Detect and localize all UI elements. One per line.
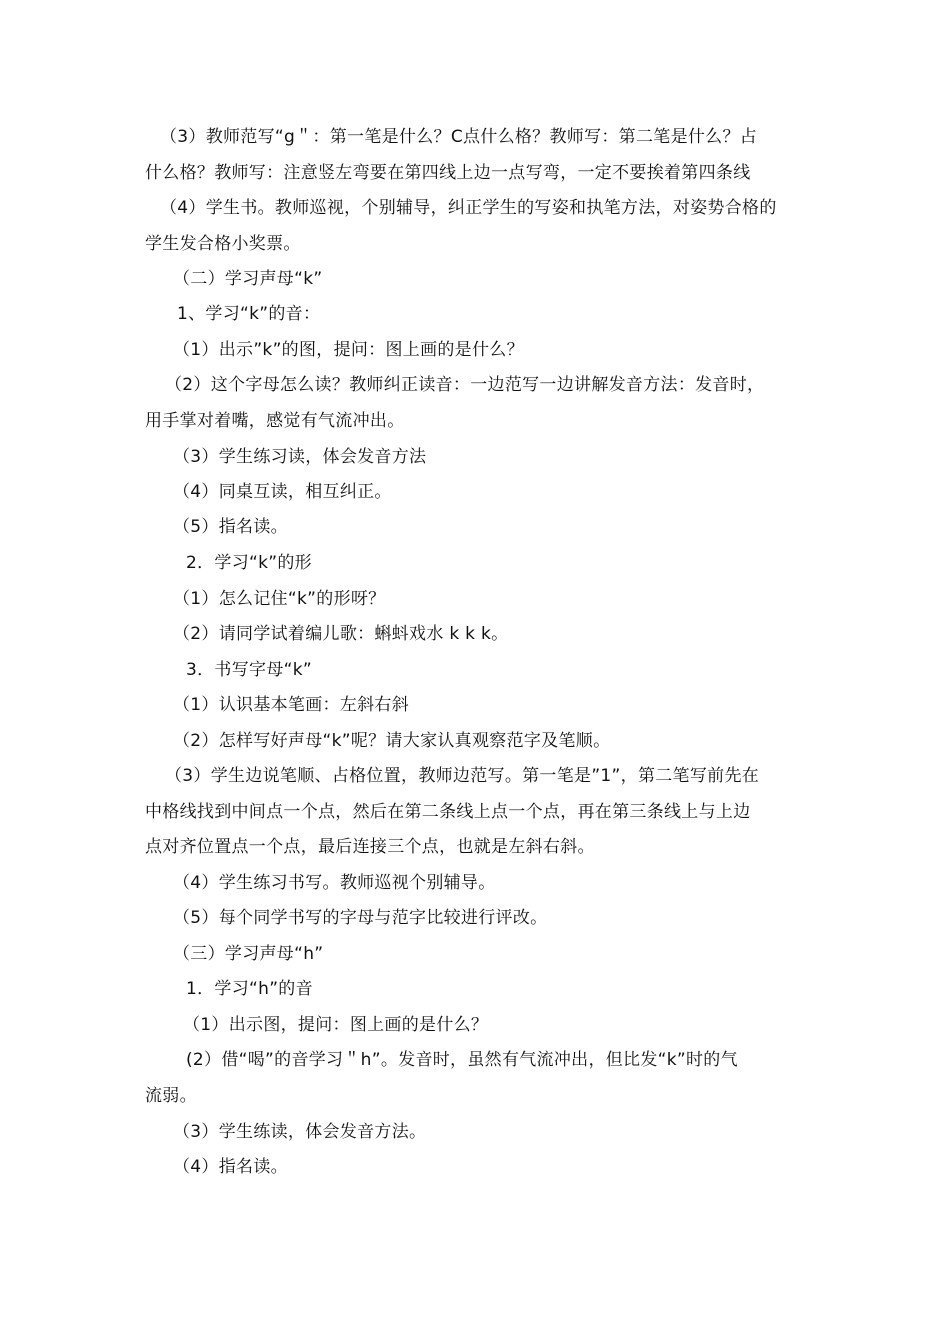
paragraph-line: （1）怎么记住“k”的形呀？ [173, 589, 386, 609]
paragraph-line: （2）请同学试着编儿歌：蝌蚪戏水 k k k。 [173, 624, 509, 644]
paragraph-line: （3）学生练读，体会发音方法。 [173, 1122, 427, 1142]
paragraph-line: 什么格？教师写：注意竖左弯要在第四线上边一点写弯，一定不要挨着第四条线 [145, 163, 751, 183]
subsection-heading: 3．书写字母“k” [186, 660, 312, 680]
paragraph-line: （3）学生练习读，体会发音方法 [173, 447, 427, 467]
paragraph-line: （5）每个同学书写的字母与范字比较进行评改。 [173, 908, 548, 928]
section-heading: （三）学习声母“h” [173, 944, 324, 964]
paragraph-line: 学生发合格小奖票。 [145, 234, 301, 254]
paragraph-line: （1）出示”k”的图，提问：图上画的是什么？ [173, 340, 524, 360]
paragraph-line: (2）借“喝”的音学习＂h”。发音时，虽然有气流冲出，但比发“k”时的气 [186, 1050, 738, 1070]
paragraph-line: 点对齐位置点一个点，最后连接三个点，也就是左斜右斜。 [145, 837, 595, 857]
paragraph-line: 流弱。 [145, 1086, 197, 1106]
subsection-heading: 1、学习“k”的音： [177, 304, 321, 324]
paragraph-line: （2）怎样写好声母“k”呢？请大家认真观察范字及笔顺。 [173, 731, 611, 751]
paragraph-line: （4）指名读。 [173, 1157, 288, 1177]
paragraph-line: （4）学生书。教师巡视，个别辅导，纠正学生的写姿和执笔方法，对姿势合格的 [160, 198, 777, 218]
paragraph-line: （1）认识基本笔画：左斜右斜 [173, 695, 410, 715]
paragraph-line: （3）教师范写“g＂：第一笔是什么？C点什么格？教师写：第二笔是什么？占 [160, 127, 758, 147]
paragraph-line: （2）这个字母怎么读？教师纠正读音：一边范写一边讲解发音方法：发音时， [165, 375, 765, 395]
subsection-heading: 1．学习“h”的音 [186, 979, 313, 999]
paragraph-line: （4）同桌互读，相互纠正。 [173, 482, 392, 502]
paragraph-line: （1）出示图，提问：图上画的是什么？ [183, 1015, 489, 1035]
paragraph-line: （3）学生边说笔顺、占格位置，教师边范写。第一笔是”1”，第二笔写前先在 [165, 766, 760, 786]
subsection-heading: 2．学习“k”的形 [186, 553, 312, 573]
paragraph-line: 用手掌对着嘴，感觉有气流冲出。 [145, 411, 405, 431]
paragraph-line: （5）指名读。 [173, 517, 288, 537]
paragraph-line: （4）学生练习书写。教师巡视个别辅导。 [173, 873, 496, 893]
section-heading: （二）学习声母“k” [173, 269, 323, 289]
paragraph-line: 中格线找到中间点一个点，然后在第二条线上点一个点，再在第三条线上与上边 [145, 802, 751, 822]
